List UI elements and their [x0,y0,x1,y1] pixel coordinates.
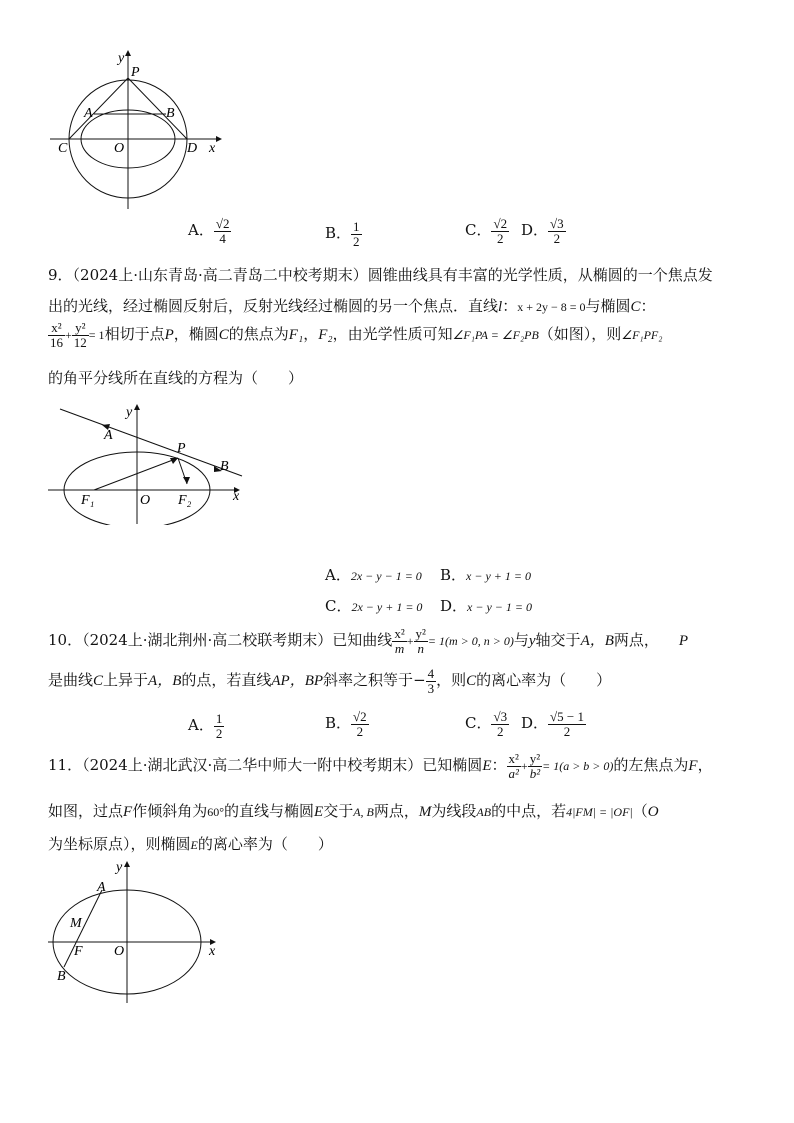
q11-text: 的中点，若 [491,802,567,820]
q10-lines: AP，BP [271,673,324,690]
numerator: √3 [493,709,508,724]
q10-line-1 [48,627,688,655]
q10-points-ab: A，B [580,633,614,650]
q10-frac-y [414,627,428,655]
q11-text: 的直线与椭圆 [224,802,315,820]
label-d: D [187,141,198,156]
q10-text: 上异于 [103,671,149,690]
q8-option-b[interactable] [325,220,362,248]
q9-text: 与椭圆 [585,297,631,315]
denominator: 2 [215,725,223,741]
option-value: x − y − 1 = 0 [467,600,532,614]
q11-figure [44,855,229,1010]
label-b: B [166,106,175,121]
option-label: B． [325,714,352,733]
q10-line-2 [48,667,611,695]
q11-line-3 [48,833,333,854]
denominator: 2 [497,723,504,739]
numerator: √2 [215,216,230,231]
q9-focus-f1: F₁ [288,327,304,344]
q10-text: 与 [513,631,529,650]
denominator: 12 [73,334,87,350]
plus: + [65,328,72,343]
q9-point-p: P [164,327,174,344]
q9-text: ，椭圆 [173,325,219,344]
denominator: 4 [219,230,226,246]
label-p: P [131,65,140,80]
q9-text: 的焦点为 [228,325,289,344]
numerator: y² [529,751,541,766]
q11-frac-x [507,752,521,780]
q10-text: ，则 [436,671,467,690]
denominator: b² [529,765,541,781]
denominator: 3 [427,680,435,696]
denominator: 16 [50,334,63,350]
label-a: A [97,880,106,895]
option-label: C． [465,714,492,733]
option-label: D． [440,597,468,615]
q9-line-equation: x + 2y − 8 = 0 [517,300,586,314]
q9-frac-y [72,321,89,349]
option-label: C． [465,221,492,240]
q8-option-d[interactable] [521,217,566,245]
label-o: O [140,493,151,508]
q11-ellipse-e: E [314,804,324,820]
label-b: B [220,459,229,474]
plus: + [406,634,414,649]
q10-text: 是曲线 [48,671,94,690]
label-x: x [233,489,240,504]
q11-ellipse-e: E [190,838,198,852]
q9-frac-x [48,321,65,349]
q11-text: ： [491,756,507,775]
q11-angle: 60° [207,805,225,819]
ray-f1p [94,458,178,490]
label-f: F [74,944,83,959]
q10-points-ab: A，B [148,673,182,690]
q11-text: 如图，过点 [48,802,124,820]
q11-text: 的离心率为（ ） [197,835,333,853]
q10-curve-c: C [466,673,477,690]
label-f2: F₂ [178,493,192,508]
q9-option-d[interactable] [440,595,532,616]
option-value: 2x − y + 1 = 0 [351,600,423,614]
q9-text: ： [502,297,518,315]
q10-option-b[interactable] [325,710,369,738]
numerator: x² [48,321,65,336]
minus: − [413,671,426,690]
q11-points-ab: A, B [353,805,374,819]
denominator: m [394,640,405,656]
numerator: 1 [215,711,223,726]
numerator: √5 − 1 [550,709,584,724]
q11-segment-ab: AB [476,805,492,819]
q10-point-p: P [678,633,689,650]
q10-frac-x [392,627,406,655]
q9-text: 相切于点 [104,325,165,344]
label-x: x [209,944,216,959]
q10-text: 轴交于 [535,631,581,650]
q10-option-c[interactable] [465,710,509,738]
option-label: D． [521,714,549,733]
fraction [491,217,509,245]
equals-one: = 1 [88,328,105,343]
q9-text: ， [303,325,319,344]
fraction [351,220,362,248]
option-label: A． [188,716,214,735]
q8-figure [44,44,234,214]
q9-text: 出的光线，经过椭圆反射后，反射光线经过椭圆的另一个焦点．直线 [48,297,499,315]
q9-text: ： [640,297,656,315]
q11-focus-f: F [688,758,698,775]
fraction [214,217,232,245]
label-c: C [58,141,68,156]
q9-option-a[interactable] [325,564,422,585]
q9-figure [44,400,254,525]
q9-angle: ∠F₁PF₂ [621,328,663,343]
q11-condition: = 1(a > b > 0) [542,759,614,774]
numerator: 4 [427,666,435,681]
q9-text: ，由光学性质可知 [332,325,453,344]
y-axis-arrow-icon [134,404,140,410]
q8-option-a[interactable] [188,217,231,245]
q11-ellipse-e: E [482,758,492,775]
label-p: P [177,441,186,456]
label-o: O [114,141,125,156]
label-a: A [84,106,93,121]
q9-line-4 [48,367,303,388]
q9-line-1 [48,264,713,285]
numerator: y² [72,321,89,336]
q11-text: 的左焦点为 [613,756,689,775]
q10-text: 斜率之积等于 [323,671,414,690]
arrow-pf2-icon [183,477,190,484]
q10-text: 的点，若直线 [181,671,272,690]
q10-text: 的离心率为（ ） [476,671,612,690]
denominator: 2 [563,723,571,739]
numerator: √3 [550,216,564,231]
q11-line-2 [48,800,659,821]
numerator: x² [394,626,405,641]
q11-text: 作倾斜角为 [132,802,208,820]
q9-line-3 [48,321,662,349]
q9-ellipse-c: C [630,299,641,315]
fraction [548,710,586,738]
plus: + [520,759,528,774]
y-axis-arrow-icon [124,861,130,867]
option-label: C． [325,597,352,615]
denominator: a² [508,765,519,781]
label-f1: F₁ [81,493,95,508]
numerator: √2 [353,709,367,724]
q10-option-d[interactable] [521,710,586,738]
label-y: y [118,51,125,66]
q11-condition-fm: 4|FM| = |OF| [566,805,633,819]
q9-option-b[interactable] [440,564,531,585]
q10-text: 两点， [613,631,659,650]
q9-option-c[interactable] [325,595,422,616]
q9-focus-f2: F₂ [318,327,333,344]
q11-text: ， [697,756,713,775]
label-o: O [114,944,125,959]
label-y: y [126,405,133,420]
option-label: A． [188,221,214,240]
numerator: y² [415,626,426,641]
denominator: 2 [353,233,360,249]
q9-line-l: l [498,299,503,315]
fraction [214,712,225,740]
label-a: A [104,428,113,443]
denominator: n [417,640,424,656]
q9-line-2 [48,295,656,316]
q9-text: 9．（2024上·山东青岛·高二青岛二中校考期末）圆锥曲线具有丰富的光学性质，从椭圆的一个焦点发 [48,266,713,284]
option-label: D． [521,221,549,240]
q11-frac-y [528,752,542,780]
x-axis-arrow-icon [216,136,222,142]
numerator: 1 [353,219,360,234]
denominator: 2 [553,230,561,246]
q11-text: 为线段 [431,802,477,820]
tangent-line [60,409,242,476]
q10-curve-c: C [93,673,104,690]
q10-frac-slope [426,667,437,695]
q11-point-m: M [418,804,432,820]
q8-option-c[interactable] [465,217,509,245]
q9-ellipse-c: C [218,327,229,344]
y-axis-arrow-icon [125,50,131,56]
q11-line-1 [48,752,713,780]
q11-text: 为坐标原点），则椭圆 [48,835,191,853]
numerator: √2 [493,216,508,231]
q11-text: 交于 [323,802,354,820]
label-x: x [209,141,216,156]
q10-text: 10．（2024上·湖北荆州·高二校联考期末）已知曲线 [48,631,393,650]
denominator: 2 [356,723,364,739]
option-value: x − y + 1 = 0 [466,569,531,583]
q9-text: 的角平分线所在直线的方程为（ ） [48,369,304,387]
q11-text: 11．（2024上·湖北武汉·高二华中师大一附中校考期末）已知椭圆 [48,756,483,775]
option-label: B． [440,566,467,584]
denominator: 2 [497,230,504,246]
label-m: M [70,916,82,931]
q10-option-a[interactable] [188,712,224,740]
option-label: B． [325,224,352,243]
option-label: A． [325,566,351,584]
fraction [351,710,369,738]
q9-text: （如图），则 [538,325,622,344]
label-b: B [57,969,66,984]
q11-origin-o: O [647,804,659,820]
q11-focus-f: F [123,804,133,820]
q10-condition: = 1(m > 0, n > 0) [427,634,514,649]
label-y: y [116,860,123,875]
q11-text: （ [632,802,648,820]
fraction [491,710,509,738]
option-value: 2x − y − 1 = 0 [350,569,422,583]
q10-y-axis: y [528,633,536,650]
q9-angle-equation: ∠F₁PA = ∠F₂PB [452,328,539,343]
q11-text: 两点， [373,802,419,820]
fraction [548,217,566,245]
numerator: x² [508,751,519,766]
